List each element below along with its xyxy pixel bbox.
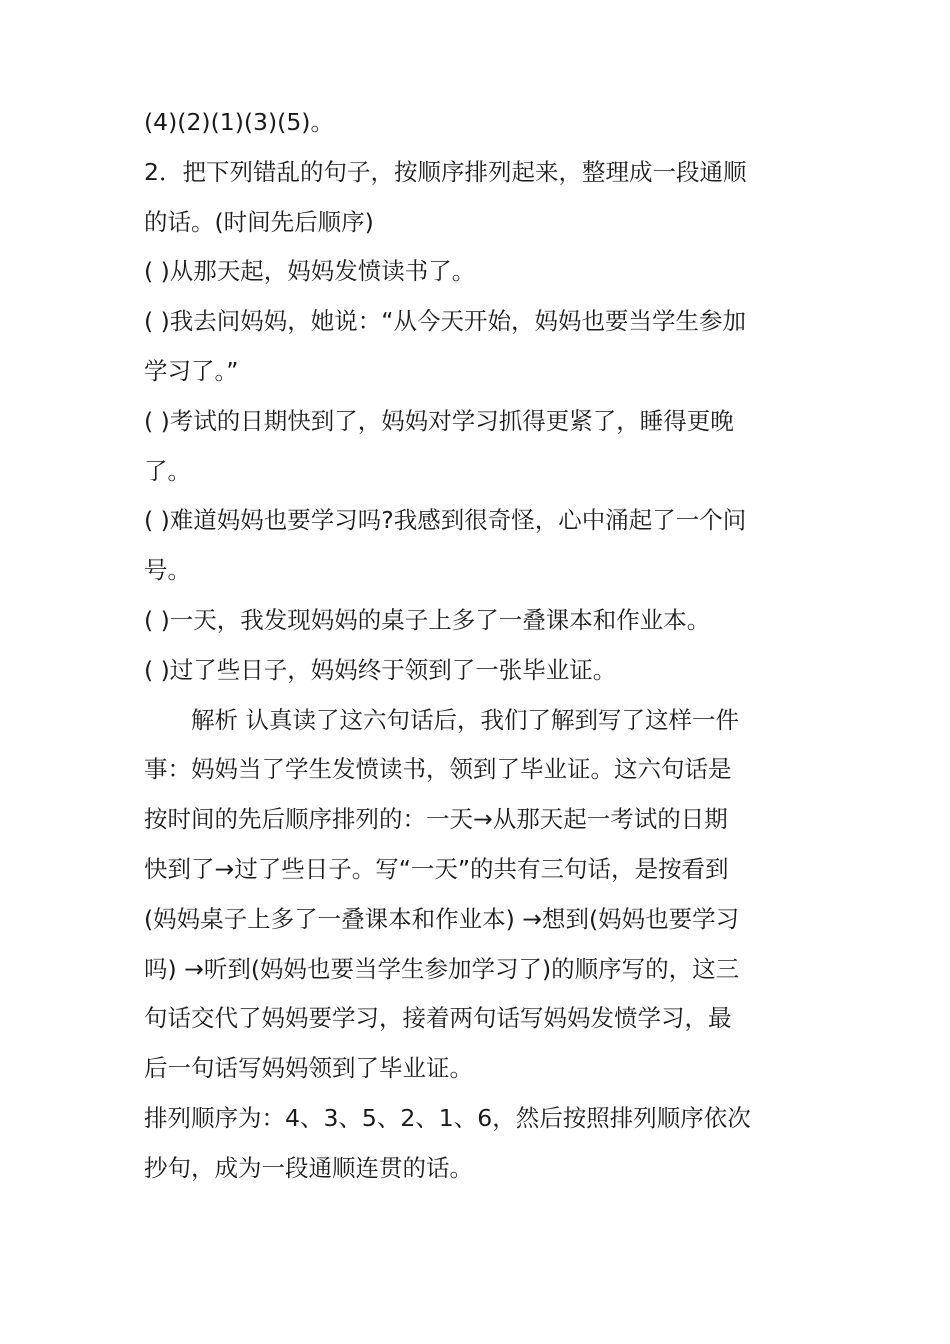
analysis-line-3: 按时间的先后顺序排列的：一天→从那天起一考试的日期 [144, 805, 728, 834]
sentence-2-line-2: 学习了。” [144, 356, 239, 385]
sentence-3-line-1: ( )考试的日期快到了，妈妈对学习抓得更紧了，睡得更晚 [144, 406, 734, 435]
question-line-1: 2．把下列错乱的句子，按顺序排列起来，整理成一段通顺 [144, 157, 747, 186]
order-line-1: 排列顺序为：4、3、5、2、1、6，然后按照排列顺序依次 [144, 1103, 751, 1132]
analysis-line-6: 吗) →听到(妈妈也要当学生参加学习了)的顺序写的，这三 [144, 954, 740, 983]
analysis-line-8: 后一句话写妈妈领到了毕业证。 [144, 1054, 473, 1083]
analysis-line-7: 句话交代了妈妈要学习，接着两句话写妈妈发愤学习，最 [144, 1004, 732, 1033]
sentence-5-line-1: ( )一天，我发现妈妈的桌子上多了一叠课本和作业本。 [144, 605, 711, 634]
sentence-6-line-1: ( )过了些日子，妈妈终于领到了一张毕业证。 [144, 655, 617, 684]
analysis-line-5: (妈妈桌子上多了一叠课本和作业本) →想到(妈妈也要学习 [144, 904, 740, 933]
analysis-line-4: 快到了→过了些日子。写“一天”的共有三句话，是按看到 [144, 854, 729, 883]
order-line-2: 抄句，成为一段通顺连贯的话。 [144, 1153, 473, 1182]
sentence-2-line-1: ( )我去问妈妈，她说：“从今天开始，妈妈也要当学生参加 [144, 307, 746, 336]
sentence-3-line-2: 了。 [144, 456, 191, 485]
sentence-4-line-1: ( )难道妈妈也要学习吗?我感到很奇怪，心中涌起了一个问 [144, 506, 747, 535]
previous-answer: (4)(2)(1)(3)(5)。 [144, 108, 334, 136]
sentence-4-line-2: 号。 [144, 556, 191, 585]
sentence-1-line-1: ( )从那天起，妈妈发愤读书了。 [144, 257, 476, 286]
document-body [144, 98, 804, 1194]
question-line-2: 的话。(时间先后顺序) [144, 207, 374, 236]
analysis-line-2: 事：妈妈当了学生发愤读书，领到了毕业证。这六句话是 [144, 755, 732, 784]
analysis-line-1: 解析 认真读了这六句话后，我们了解到写了这样一件 [191, 705, 739, 734]
